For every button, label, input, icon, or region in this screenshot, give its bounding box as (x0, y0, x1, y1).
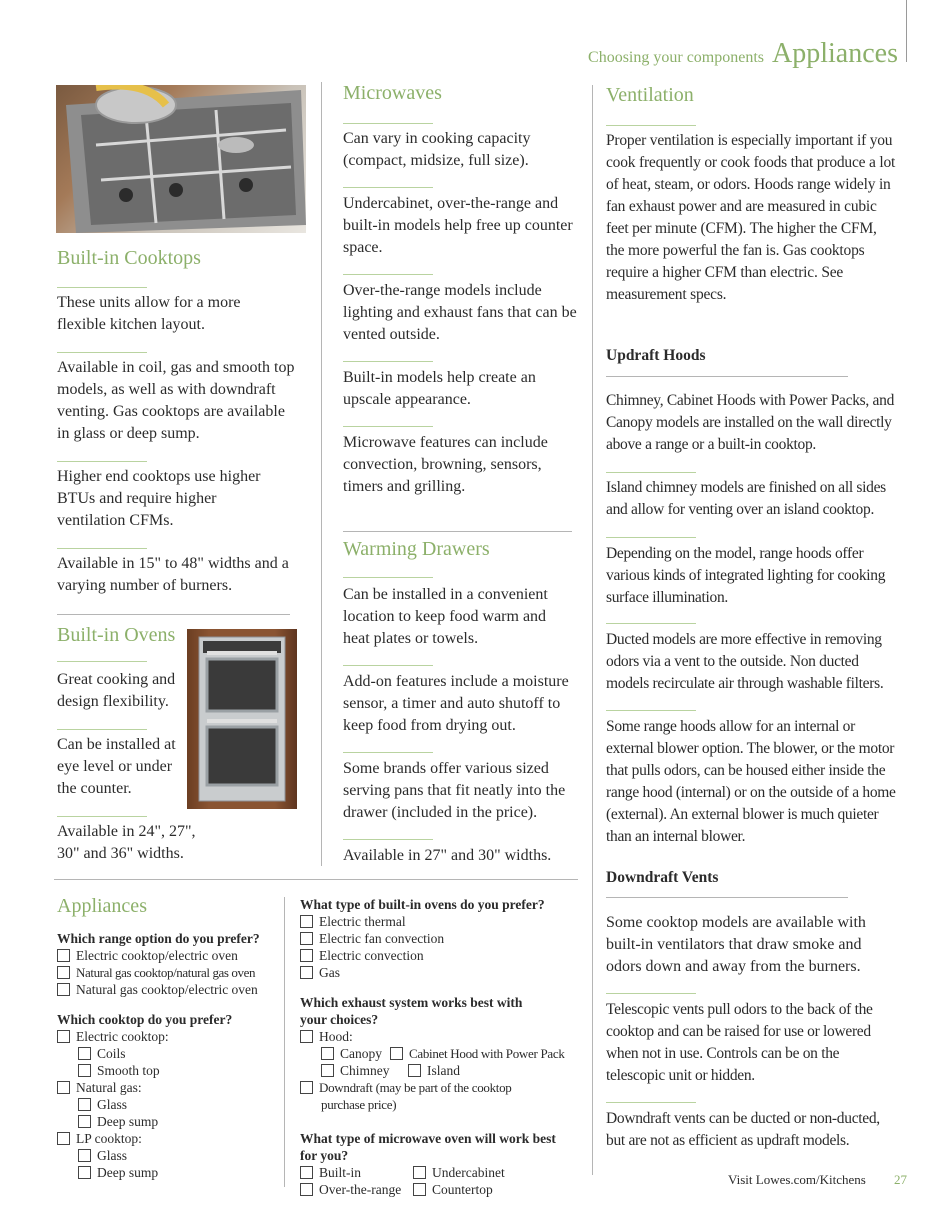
warming-rule-1 (343, 665, 433, 666)
ventilation-rule (606, 125, 696, 126)
warming-paragraph: Can be installed in a convenient location to keep food warm and heat plates or towels. (343, 586, 548, 647)
checkbox[interactable] (413, 1183, 426, 1196)
q4-hood[interactable]: Hood: (300, 1028, 353, 1045)
checklist-title: Appliances (57, 895, 147, 917)
microwaves-paragraph: Over-the-range models include lighting and exhaust fans that can be vented outside. (343, 282, 577, 343)
checkbox[interactable] (321, 1047, 334, 1060)
cooktops-rule-1 (57, 352, 147, 353)
downdraft-rule-1 (606, 993, 696, 994)
q4-island[interactable]: Island (408, 1062, 460, 1079)
warming-rule-3 (343, 839, 433, 840)
warming-title: Warming Drawers (343, 538, 490, 560)
q2-gas-deep[interactable]: Deep sump (78, 1113, 158, 1130)
checkbox[interactable] (300, 966, 313, 979)
updraft-title-rule (606, 376, 848, 377)
ovens-rule-0 (57, 661, 147, 662)
microwaves-rule-1 (343, 187, 433, 188)
checkbox[interactable] (408, 1064, 421, 1077)
ovens-rule-1 (57, 729, 147, 730)
cooktops-paragraph: These units allow for a more flexible kitchen layout. (57, 294, 241, 333)
checkbox[interactable] (78, 1047, 91, 1060)
checkbox[interactable] (300, 1183, 313, 1196)
checkbox[interactable] (300, 1030, 313, 1043)
header-title: Appliances (772, 38, 898, 69)
warming-paragraph: Available in 27" and 30" widths. (343, 847, 552, 864)
updraft-rule-4 (606, 710, 696, 711)
checklist-divider (284, 897, 285, 1187)
updraft-rule-1 (606, 472, 696, 473)
q2-lp[interactable]: LP cooktop: (57, 1130, 142, 1147)
microwaves-paragraph: Microwave features can include convection, browning, sensors, timers and grilling. (343, 434, 548, 495)
checkbox[interactable] (57, 1030, 70, 1043)
microwaves-paragraph: Built-in models help create an upscale appearance. (343, 369, 536, 408)
cooktops-rule-3 (57, 548, 147, 549)
q4-downdraft[interactable]: Downdraft (may be part of the cooktop (300, 1079, 512, 1096)
updraft-title: Updraft Hoods (606, 347, 706, 364)
q2-electric-smooth[interactable]: Smooth top (78, 1062, 160, 1079)
checkbox[interactable] (413, 1166, 426, 1179)
checkbox[interactable] (78, 1166, 91, 1179)
ventilation-intro: Proper ventilation is especially important if you cook frequently or cook foods that produce a lot of heat, steam, or odors. Hoods range widely in fan exhaust power and are measured in cubic feet per minute (CFM). The higher the CFM, the more powerful the fan is. Gas cooktops require a higher CFM than electric. See measurement specs. (606, 132, 896, 303)
q2-electric[interactable]: Electric cooktop: (57, 1028, 169, 1045)
downdraft-paragraph: Telescopic vents pull odors to the back of the cooktop and can be raised for use or lowered when not in use. Controls can be on the telescopic unit or hidden. (606, 1001, 873, 1084)
microwaves-title: Microwaves (343, 82, 442, 104)
q4-chimney[interactable]: Chimney (321, 1062, 390, 1079)
warming-rule-2 (343, 752, 433, 753)
q3-option-2[interactable]: Electric fan convection (300, 930, 444, 947)
checkbox[interactable] (321, 1064, 334, 1077)
ovens-rule-2 (57, 816, 147, 817)
q2-lp-deep[interactable]: Deep sump (78, 1164, 158, 1181)
cooktops-paragraph: Higher end cooktops use higher BTUs and require higher ventilation CFMs. (57, 468, 261, 529)
cooktops-paragraph: Available in 15" to 48" widths and a varying number of burners. (57, 555, 289, 594)
updraft-paragraph: Some range hoods allow for an internal or external blower option. The blower, or the motor that pulls odors, can be housed either inside the range hood (internal) or on the outside of a home (external). An external blower is much quieter than an internal blower. (606, 718, 896, 845)
checkbox[interactable] (300, 949, 313, 962)
cooktops-end-rule (57, 614, 290, 615)
checkbox[interactable] (78, 1149, 91, 1162)
q3-option-1[interactable]: Electric thermal (300, 913, 406, 930)
microwaves-rule-0 (343, 123, 433, 124)
q1-option-3[interactable]: Natural gas cooktop/electric oven (57, 981, 258, 998)
wall-oven-photo (187, 629, 297, 809)
q3-option-4[interactable]: Gas (300, 964, 340, 981)
warming-paragraph: Some brands offer various sized serving pans that fit neatly into the drawer (included in the price). (343, 760, 566, 821)
warming-paragraph: Add-on features include a moisture sensor, a timer and auto shutoff to keep food from drying out. (343, 673, 569, 734)
microwaves-rule-3 (343, 361, 433, 362)
page-number: 27 (894, 1172, 907, 1187)
downdraft-rule-2 (606, 1102, 696, 1103)
ventilation-title: Ventilation (606, 84, 694, 106)
header-edge-rule (906, 0, 907, 62)
q2-question: Which cooktop do you prefer? (57, 1012, 233, 1027)
ovens-paragraph: Can be installed at eye level or under the counter. (57, 736, 176, 797)
q4-canopy[interactable]: Canopy (321, 1045, 382, 1062)
warming-rule-0 (343, 577, 433, 578)
q4-downdraft-line2: purchase price) (321, 1097, 397, 1112)
column-divider-2 (592, 85, 593, 1175)
cooktops-title: Built-in Cooktops (57, 247, 201, 269)
updraft-paragraph: Depending on the model, range hoods offer various kinds of integrated lighting for cooking surface illumination. (606, 545, 886, 606)
q5-question-line2: for you? (300, 1148, 349, 1163)
checkbox[interactable] (300, 1166, 313, 1179)
microwaves-paragraph: Undercabinet, over-the-range and built-in models help free up counter space. (343, 195, 573, 256)
q5-builtin[interactable]: Built-in (300, 1164, 361, 1181)
checkbox[interactable] (300, 915, 313, 928)
downdraft-paragraph: Some cooktop models are available with built-in ventilators that draw smoke and odors down and away from the burners. (606, 914, 866, 975)
updraft-paragraph: Ducted models are more effective in removing odors via a vent to the outside. Non ducted models recirculate air through washable filters. (606, 631, 884, 692)
checkbox[interactable] (57, 966, 70, 979)
footer-visit-link[interactable]: Visit Lowes.com/Kitchens (728, 1172, 866, 1187)
updraft-paragraph: Chimney, Cabinet Hoods with Power Packs, and Canopy models are installed on the wall directly above a range or a built-in cooktop. (606, 392, 895, 453)
q5-question-line1: What type of microwave oven will work best (300, 1131, 556, 1146)
cooktop-photo (56, 85, 306, 233)
q5-undercabinet[interactable]: Undercabinet (413, 1164, 505, 1181)
checkbox[interactable] (57, 983, 70, 996)
checkbox[interactable] (78, 1064, 91, 1077)
column-divider-1 (321, 82, 322, 866)
checkbox[interactable] (57, 1081, 70, 1094)
downdraft-title-rule (606, 897, 848, 898)
q2-gas[interactable]: Natural gas: (57, 1079, 142, 1096)
checkbox[interactable] (300, 932, 313, 945)
cooktops-rule-0 (57, 287, 147, 288)
microwaves-rule-4 (343, 426, 433, 427)
checkbox[interactable] (57, 949, 70, 962)
microwaves-rule-2 (343, 274, 433, 275)
page-header (588, 38, 898, 70)
updraft-paragraph: Island chimney models are finished on all sides and allow for venting over an island cooktop. (606, 479, 886, 518)
ovens-paragraph: Great cooking and design flexibility. (57, 671, 176, 710)
checklist-top-rule (54, 879, 578, 880)
q3-question: What type of built-in ovens do you prefer? (300, 897, 545, 912)
q2-lp-glass[interactable]: Glass (78, 1147, 127, 1164)
ovens-title: Built-in Ovens (57, 624, 176, 646)
cooktops-rule-2 (57, 461, 147, 462)
updraft-rule-3 (606, 623, 696, 624)
q5-countertop[interactable]: Countertop (413, 1181, 493, 1198)
checkbox[interactable] (78, 1115, 91, 1128)
checkbox[interactable] (300, 1081, 313, 1094)
q1-option-1[interactable]: Electric cooktop/electric oven (57, 947, 238, 964)
q5-otr[interactable]: Over-the-range (300, 1181, 401, 1198)
downdraft-paragraph: Downdraft vents can be ducted or non-ducted, but are not as efficient as updraft models. (606, 1110, 880, 1149)
ovens-paragraph: Available in 24", 27", 30" and 36" widths. (57, 823, 196, 862)
cooktops-paragraph: Available in coil, gas and smooth top models, as well as with downdraft venting. Gas cooktops are available in glass or deep sump. (57, 359, 295, 442)
microwaves-end-rule (343, 531, 572, 532)
q2-gas-glass[interactable]: Glass (78, 1096, 127, 1113)
checkbox[interactable] (78, 1098, 91, 1111)
downdraft-title: Downdraft Vents (606, 869, 719, 886)
q1-option-2[interactable]: Natural gas cooktop/natural gas oven (57, 964, 255, 981)
q1-question: Which range option do you prefer? (57, 931, 260, 946)
header-section-label: Choosing your components (588, 49, 765, 66)
q4-question-line1: Which exhaust system works best with (300, 995, 523, 1010)
q4-cabinet[interactable]: Cabinet Hood with Power Pack (390, 1045, 565, 1062)
microwaves-paragraph: Can vary in cooking capacity (compact, midsize, full size). (343, 130, 531, 169)
q4-question-line2: your choices? (300, 1012, 379, 1027)
q2-electric-coils[interactable]: Coils (78, 1045, 126, 1062)
updraft-rule-2 (606, 537, 696, 538)
checkbox[interactable] (390, 1047, 403, 1060)
checkbox[interactable] (57, 1132, 70, 1145)
q3-option-3[interactable]: Electric convection (300, 947, 424, 964)
